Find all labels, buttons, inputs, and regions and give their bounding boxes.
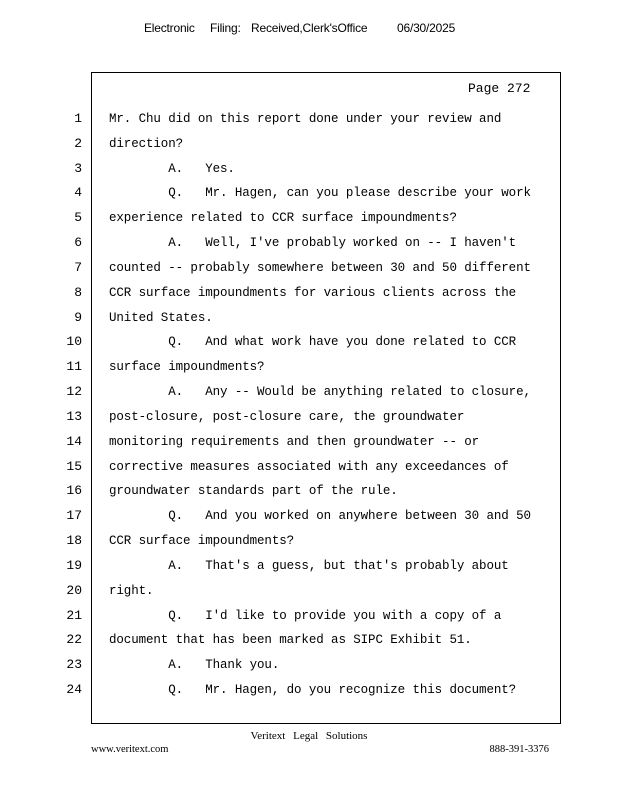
footer-phone: 888-391-3376: [489, 744, 549, 755]
line-number: 12: [66, 384, 82, 399]
line-number: 11: [66, 359, 82, 374]
line-number: 19: [66, 558, 82, 573]
transcript-line: counted -- probably somewhere between 30 and 50 different: [109, 261, 531, 275]
footer-website: www.veritext.com: [91, 744, 169, 755]
transcript-line: Q. Mr. Hagen, do you recognize this document?: [109, 683, 517, 697]
transcript-line: surface impoundments?: [109, 360, 265, 374]
transcript-line: experience related to CCR surface impoundments?: [109, 211, 457, 225]
line-number: 9: [74, 310, 82, 325]
line-number: 15: [66, 459, 82, 474]
line-number: 6: [74, 235, 82, 250]
transcript-line: Q. And you worked on anywhere between 30 and 50: [109, 509, 531, 523]
transcript-line: Q. I'd like to provide you with a copy of a: [109, 609, 502, 623]
line-number: 3: [74, 161, 82, 176]
transcript-line: CCR surface impoundments?: [109, 534, 295, 548]
transcript-line: document that has been marked as SIPC Exhibit 51.: [109, 633, 472, 647]
line-number: 16: [66, 483, 82, 498]
line-number: 24: [66, 682, 82, 697]
line-number: 4: [74, 185, 82, 200]
footer-company: Veritext Legal Solutions: [250, 730, 368, 742]
line-number: 10: [66, 334, 82, 349]
transcript-line: United States.: [109, 311, 213, 325]
filing-header: [0, 21, 618, 37]
transcript-line: post-closure, post-closure care, the groundwater: [109, 410, 465, 424]
filing-header-filing: Filing:: [210, 21, 241, 35]
transcript-line: A. Well, I've probably worked on -- I haven't: [109, 236, 517, 250]
line-number: 17: [66, 508, 82, 523]
filing-header-date: 06/30/2025: [397, 21, 456, 35]
filing-header-electronic: Electronic: [144, 21, 195, 35]
transcript-line: direction?: [109, 137, 184, 151]
transcript-line: corrective measures associated with any exceedances of: [109, 460, 509, 474]
transcript-line: Mr. Chu did on this report done under your review and: [109, 112, 502, 126]
transcript-line: Q. And what work have you done related to CCR: [109, 335, 517, 349]
line-number: 14: [66, 434, 82, 449]
line-number: 18: [66, 533, 82, 548]
page-number: Page 272: [468, 81, 531, 96]
filing-header-received: Received,Clerk'sOffice: [251, 21, 368, 35]
line-number: 8: [74, 285, 82, 300]
transcript-line: Q. Mr. Hagen, can you please describe your work: [109, 186, 531, 200]
transcript-line: CCR surface impoundments for various clients across the: [109, 286, 517, 300]
line-number: 21: [66, 608, 82, 623]
line-number: 23: [66, 657, 82, 672]
line-number: 20: [66, 583, 82, 598]
line-number: 5: [74, 210, 82, 225]
transcript-line: monitoring requirements and then groundwater -- or: [109, 435, 480, 449]
line-number: 13: [66, 409, 82, 424]
transcript-line: A. Yes.: [109, 162, 235, 176]
transcript-line: A. That's a guess, but that's probably about: [109, 559, 509, 573]
line-number: 1: [74, 111, 82, 126]
line-number: 22: [66, 632, 82, 647]
transcript-line: right.: [109, 584, 154, 598]
transcript-line: groundwater standards part of the rule.: [109, 484, 398, 498]
line-number: 2: [74, 136, 82, 151]
transcript-line: A. Thank you.: [109, 658, 280, 672]
transcript-line: A. Any -- Would be anything related to closure,: [109, 385, 531, 399]
line-number: 7: [74, 260, 82, 275]
